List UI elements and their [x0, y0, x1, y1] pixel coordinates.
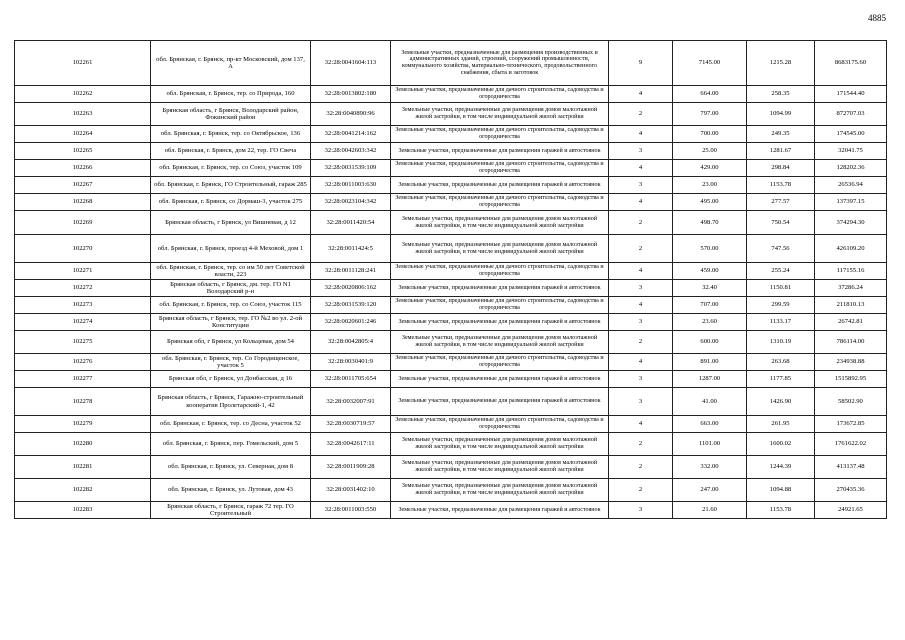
row-group: 2 — [609, 331, 673, 354]
row-group: 3 — [609, 388, 673, 416]
row-land-use: Земельные участки, предназначенные для размещения домов малоэтажной жилой застройки, в том числе индивидуальной жилой застройки — [391, 103, 609, 126]
row-id: 102261 — [15, 41, 151, 86]
row-address: обл. Брянская, г. Брянск, ул. Лутовая, дом 43 — [151, 479, 311, 502]
row-cadastral-value: 174545.00 — [815, 126, 887, 143]
row-group: 9 — [609, 41, 673, 86]
row-id: 102262 — [15, 86, 151, 103]
row-address: обл. Брянская, г. Брянск, дом 22, тер. ГО Свеча — [151, 143, 311, 160]
row-land-use: Земельные участки, предназначенные для дачного строительства, садоводства и огородничества — [391, 86, 609, 103]
row-cadastral-number: 32:28:0020806:162 — [311, 280, 391, 297]
row-area: 707.00 — [673, 297, 747, 314]
row-area: 429.00 — [673, 160, 747, 177]
row-cadastral-number: 32:28:0032007:91 — [311, 388, 391, 416]
row-id: 102280 — [15, 433, 151, 456]
row-cadastral-number: 32:28:0030401:9 — [311, 354, 391, 371]
row-area: 700.00 — [673, 126, 747, 143]
row-specific-value: 1094.99 — [747, 103, 815, 126]
row-group: 4 — [609, 160, 673, 177]
row-specific-value: 249.35 — [747, 126, 815, 143]
row-cadastral-value: 8683175.60 — [815, 41, 887, 86]
row-land-use: Земельные участки, предназначенные для размещения гаражей и автостоянок — [391, 502, 609, 519]
row-address: Брянская область, г Брянск, Гаражно-строительный кооператив Пролетарский-1, 42 — [151, 388, 311, 416]
row-land-use: Земельные участки, предназначенные для дачного строительства, садоводства и огородничества — [391, 126, 609, 143]
row-cadastral-value: 128202.36 — [815, 160, 887, 177]
row-land-use: Земельные участки, предназначенные для размещения производственных и административных зданий, строений, сооружений промышленности, коммунального хозяйства, материально-технического, продовольственного снабжения, сбыта и заготовок — [391, 41, 609, 86]
row-address: обл. Брянская, г. Брянск, тер. со Десна, участок 52 — [151, 416, 311, 433]
row-id: 102268 — [15, 194, 151, 211]
row-id: 102282 — [15, 479, 151, 502]
table-row — [15, 41, 887, 86]
row-cadastral-number: 32:28:0011424:5 — [311, 235, 391, 263]
row-cadastral-value: 1761622.02 — [815, 433, 887, 456]
row-cadastral-value: 26536.94 — [815, 177, 887, 194]
table-row — [15, 371, 887, 388]
row-land-use: Земельные участки, предназначенные для размещения домов малоэтажной жилой застройки, в том числе индивидуальной жилой застройки — [391, 456, 609, 479]
row-specific-value: 1281.67 — [747, 143, 815, 160]
row-id: 102273 — [15, 297, 151, 314]
row-land-use: Земельные участки, предназначенные для дачного строительства, садоводства и огородничества — [391, 354, 609, 371]
row-specific-value: 1426.90 — [747, 388, 815, 416]
row-group: 4 — [609, 194, 673, 211]
table-row — [15, 354, 887, 371]
table-row — [15, 297, 887, 314]
row-cadastral-number: 32:28:0042805:4 — [311, 331, 391, 354]
table-row — [15, 479, 887, 502]
row-address: Брянская область, г Брянск, Володарский район, Фокинский район — [151, 103, 311, 126]
table-row — [15, 194, 887, 211]
row-specific-value: 1177.85 — [747, 371, 815, 388]
row-cadastral-number: 32:28:0020601:246 — [311, 314, 391, 331]
row-id: 102275 — [15, 331, 151, 354]
row-address: Брянская область, г Брянск, ул Вишневая, д 12 — [151, 211, 311, 235]
row-address: Брянская область, г Брянск, гараж 72 тер. ГО Строительный — [151, 502, 311, 519]
row-address: Брянская обл, г Брянск, ул Кольцевая, дом 54 — [151, 331, 311, 354]
table-row — [15, 388, 887, 416]
row-id: 102269 — [15, 211, 151, 235]
row-cadastral-value: 872707.03 — [815, 103, 887, 126]
row-id: 102263 — [15, 103, 151, 126]
row-specific-value: 1153.78 — [747, 502, 815, 519]
table-row — [15, 314, 887, 331]
row-address: обл. Брянская, г. Брянск, пер. Гомельский, дом 5 — [151, 433, 311, 456]
row-group: 4 — [609, 86, 673, 103]
row-specific-value: 1310.19 — [747, 331, 815, 354]
table-row — [15, 86, 887, 103]
table-row — [15, 103, 887, 126]
row-land-use: Земельные участки, предназначенные для дачного строительства, садоводства и огородничества — [391, 297, 609, 314]
table-row — [15, 126, 887, 143]
row-specific-value: 298.84 — [747, 160, 815, 177]
row-address: обл. Брянская, г. Брянск, ул. Северная, дом 8 — [151, 456, 311, 479]
row-land-use: Земельные участки, предназначенные для размещения гаражей и автостоянок — [391, 280, 609, 297]
table-body — [15, 41, 887, 519]
row-land-use: Земельные участки, предназначенные для размещения домов малоэтажной жилой застройки, в том числе индивидуальной жилой застройки — [391, 433, 609, 456]
table-row — [15, 211, 887, 235]
row-address: Брянская обл, г Брянск, ул Донбасская, д 16 — [151, 371, 311, 388]
row-land-use: Земельные участки, предназначенные для размещения домов малоэтажной жилой застройки, в том числе индивидуальной жилой застройки — [391, 331, 609, 354]
row-area: 1101.00 — [673, 433, 747, 456]
row-area: 570.00 — [673, 235, 747, 263]
row-cadastral-value: 173672.85 — [815, 416, 887, 433]
row-area: 7145.00 — [673, 41, 747, 86]
row-cadastral-number: 32:28:0011909:28 — [311, 456, 391, 479]
row-area: 797.00 — [673, 103, 747, 126]
row-specific-value: 277.57 — [747, 194, 815, 211]
row-group: 4 — [609, 126, 673, 143]
row-cadastral-number: 32:28:0011128:241 — [311, 263, 391, 280]
row-address: обл. Брянская, г. Брянск, пр-кт Московский, дом 137, А — [151, 41, 311, 86]
table-row — [15, 502, 887, 519]
row-cadastral-number: 32:28:0031402:10 — [311, 479, 391, 502]
row-id: 102278 — [15, 388, 151, 416]
row-cadastral-value: 270435.36 — [815, 479, 887, 502]
row-address: обл. Брянская, г. Брянск, тер. со им 50 лет Советской власти, 223 — [151, 263, 311, 280]
row-area: 459.00 — [673, 263, 747, 280]
row-group: 4 — [609, 263, 673, 280]
row-group: 3 — [609, 371, 673, 388]
row-group: 3 — [609, 280, 673, 297]
row-land-use: Земельные участки, предназначенные для дачного строительства, садоводства и огородничества — [391, 194, 609, 211]
row-address: обл. Брянская, г. Брянск, тер. со Союз, участок 109 — [151, 160, 311, 177]
row-cadastral-number: 32:28:0031539:109 — [311, 160, 391, 177]
row-cadastral-number: 32:28:0023104:342 — [311, 194, 391, 211]
row-specific-value: 299.59 — [747, 297, 815, 314]
row-id: 102264 — [15, 126, 151, 143]
row-area: 663.00 — [673, 416, 747, 433]
row-specific-value: 261.95 — [747, 416, 815, 433]
row-area: 495.00 — [673, 194, 747, 211]
row-cadastral-number: 32:28:0030719:57 — [311, 416, 391, 433]
table-row — [15, 263, 887, 280]
row-group: 3 — [609, 502, 673, 519]
row-cadastral-number: 32:28:0042617:11 — [311, 433, 391, 456]
row-specific-value: 1094.88 — [747, 479, 815, 502]
row-land-use: Земельные участки, предназначенные для размещения домов малоэтажной жилой застройки, в том числе индивидуальной жилой застройки — [391, 211, 609, 235]
row-area: 32.40 — [673, 280, 747, 297]
row-id: 102276 — [15, 354, 151, 371]
row-land-use: Земельные участки, предназначенные для размещения домов малоэтажной жилой застройки, в том числе индивидуальной жилой застройки — [391, 479, 609, 502]
row-id: 102279 — [15, 416, 151, 433]
row-address: обл. Брянская, г. Брянск, проезд 4-й Меховой, дом 1 — [151, 235, 311, 263]
row-cadastral-value: 32041.75 — [815, 143, 887, 160]
row-specific-value: 1150.81 — [747, 280, 815, 297]
row-cadastral-number: 32:28:0011420:54 — [311, 211, 391, 235]
row-address: Брянская область, г Брянск, дм. тер. ГО N1 Володарский р-н — [151, 280, 311, 297]
row-cadastral-value: 137397.15 — [815, 194, 887, 211]
row-area: 498.70 — [673, 211, 747, 235]
row-group: 4 — [609, 354, 673, 371]
table-row — [15, 456, 887, 479]
row-land-use: Земельные участки, предназначенные для дачного строительства, садоводства и огородничества — [391, 263, 609, 280]
row-group: 2 — [609, 211, 673, 235]
row-cadastral-value: 374294.30 — [815, 211, 887, 235]
row-cadastral-value: 1515892.95 — [815, 371, 887, 388]
row-specific-value: 1153.78 — [747, 177, 815, 194]
row-group: 2 — [609, 433, 673, 456]
table-row — [15, 143, 887, 160]
row-group: 2 — [609, 235, 673, 263]
row-specific-value: 258.35 — [747, 86, 815, 103]
row-address: обл. Брянская, г. Брянск, тер. со Октябрьское, 136 — [151, 126, 311, 143]
row-area: 600.00 — [673, 331, 747, 354]
row-cadastral-value: 211810.13 — [815, 297, 887, 314]
row-area: 891.00 — [673, 354, 747, 371]
row-cadastral-number: 32:28:0011003:550 — [311, 502, 391, 519]
row-area: 25.00 — [673, 143, 747, 160]
row-id: 102272 — [15, 280, 151, 297]
row-specific-value: 263.68 — [747, 354, 815, 371]
row-land-use: Земельные участки, предназначенные для размещения домов малоэтажной жилой застройки, в том числе индивидуальной жилой застройки — [391, 235, 609, 263]
row-area: 1287.00 — [673, 371, 747, 388]
row-cadastral-value: 26742.81 — [815, 314, 887, 331]
row-address: Брянская область, г Брянск, тер. ГО №2 во ул. 2-ой Конституции — [151, 314, 311, 331]
row-address: обл. Брянская, г. Брянск, тер. со Природа, 160 — [151, 86, 311, 103]
row-land-use: Земельные участки, предназначенные для размещения гаражей и автостоянок — [391, 388, 609, 416]
row-id: 102267 — [15, 177, 151, 194]
row-id: 102270 — [15, 235, 151, 263]
row-land-use: Земельные участки, предназначенные для размещения гаражей и автостоянок — [391, 314, 609, 331]
row-area: 23.60 — [673, 314, 747, 331]
row-specific-value: 1600.02 — [747, 433, 815, 456]
row-cadastral-number: 32:28:0042603:342 — [311, 143, 391, 160]
row-specific-value: 750.54 — [747, 211, 815, 235]
row-group: 4 — [609, 416, 673, 433]
row-cadastral-number: 32:28:0040890:96 — [311, 103, 391, 126]
row-id: 102266 — [15, 160, 151, 177]
row-group: 3 — [609, 143, 673, 160]
row-land-use: Земельные участки, предназначенные для дачного строительства, садоводства и огородничества — [391, 416, 609, 433]
row-id: 102265 — [15, 143, 151, 160]
row-area: 21.60 — [673, 502, 747, 519]
row-address: обл. Брянская, г. Брянск, тер. со Союз, участок 115 — [151, 297, 311, 314]
table-row — [15, 331, 887, 354]
row-cadastral-value: 171544.40 — [815, 86, 887, 103]
row-id: 102277 — [15, 371, 151, 388]
row-area: 332.00 — [673, 456, 747, 479]
row-area: 41.00 — [673, 388, 747, 416]
row-id: 102283 — [15, 502, 151, 519]
row-cadastral-number: 32:28:0041214:162 — [311, 126, 391, 143]
row-land-use: Земельные участки, предназначенные для размещения гаражей и автостоянок — [391, 371, 609, 388]
row-cadastral-value: 786114.00 — [815, 331, 887, 354]
row-cadastral-value: 24921.65 — [815, 502, 887, 519]
row-land-use: Земельные участки, предназначенные для размещения гаражей и автостоянок — [391, 143, 609, 160]
cadastral-value-table — [14, 40, 887, 519]
table-row — [15, 177, 887, 194]
row-id: 102274 — [15, 314, 151, 331]
row-id: 102271 — [15, 263, 151, 280]
table-row — [15, 433, 887, 456]
row-cadastral-value: 426109.20 — [815, 235, 887, 263]
row-cadastral-number: 32:28:0013802:180 — [311, 86, 391, 103]
row-cadastral-value: 117155.16 — [815, 263, 887, 280]
row-address: обл. Брянская, г. Брянск, ГО Строительный, гараж 285 — [151, 177, 311, 194]
row-cadastral-value: 234938.88 — [815, 354, 887, 371]
row-area: 247.00 — [673, 479, 747, 502]
row-specific-value: 1215.28 — [747, 41, 815, 86]
table-row — [15, 280, 887, 297]
row-specific-value: 255.24 — [747, 263, 815, 280]
table-row — [15, 235, 887, 263]
row-specific-value: 1244.39 — [747, 456, 815, 479]
row-group: 3 — [609, 314, 673, 331]
row-area: 664.00 — [673, 86, 747, 103]
row-specific-value: 747.56 — [747, 235, 815, 263]
row-land-use: Земельные участки, предназначенные для дачного строительства, садоводства и огородничества — [391, 160, 609, 177]
table-row — [15, 416, 887, 433]
row-cadastral-number: 32:28:0031539:120 — [311, 297, 391, 314]
row-cadastral-value: 37286.24 — [815, 280, 887, 297]
row-land-use: Земельные участки, предназначенные для размещения гаражей и автостоянок — [391, 177, 609, 194]
row-specific-value: 1133.17 — [747, 314, 815, 331]
row-cadastral-value: 413137.48 — [815, 456, 887, 479]
row-group: 3 — [609, 177, 673, 194]
row-cadastral-number: 32:28:0011003:630 — [311, 177, 391, 194]
row-group: 4 — [609, 297, 673, 314]
row-group: 2 — [609, 456, 673, 479]
row-cadastral-number: 32:28:0011705:654 — [311, 371, 391, 388]
table-row — [15, 160, 887, 177]
row-cadastral-number: 32:28:0041604:113 — [311, 41, 391, 86]
page-number: 4885 — [868, 13, 886, 23]
row-address: обл. Брянская, г. Брянск, тер. Со Городищенское, участок 5 — [151, 354, 311, 371]
row-cadastral-value: 58502.90 — [815, 388, 887, 416]
row-address: обл. Брянская, г. Брянск, со Дормаш-3, участок 275 — [151, 194, 311, 211]
row-id: 102281 — [15, 456, 151, 479]
row-group: 2 — [609, 103, 673, 126]
row-area: 23.00 — [673, 177, 747, 194]
row-group: 2 — [609, 479, 673, 502]
